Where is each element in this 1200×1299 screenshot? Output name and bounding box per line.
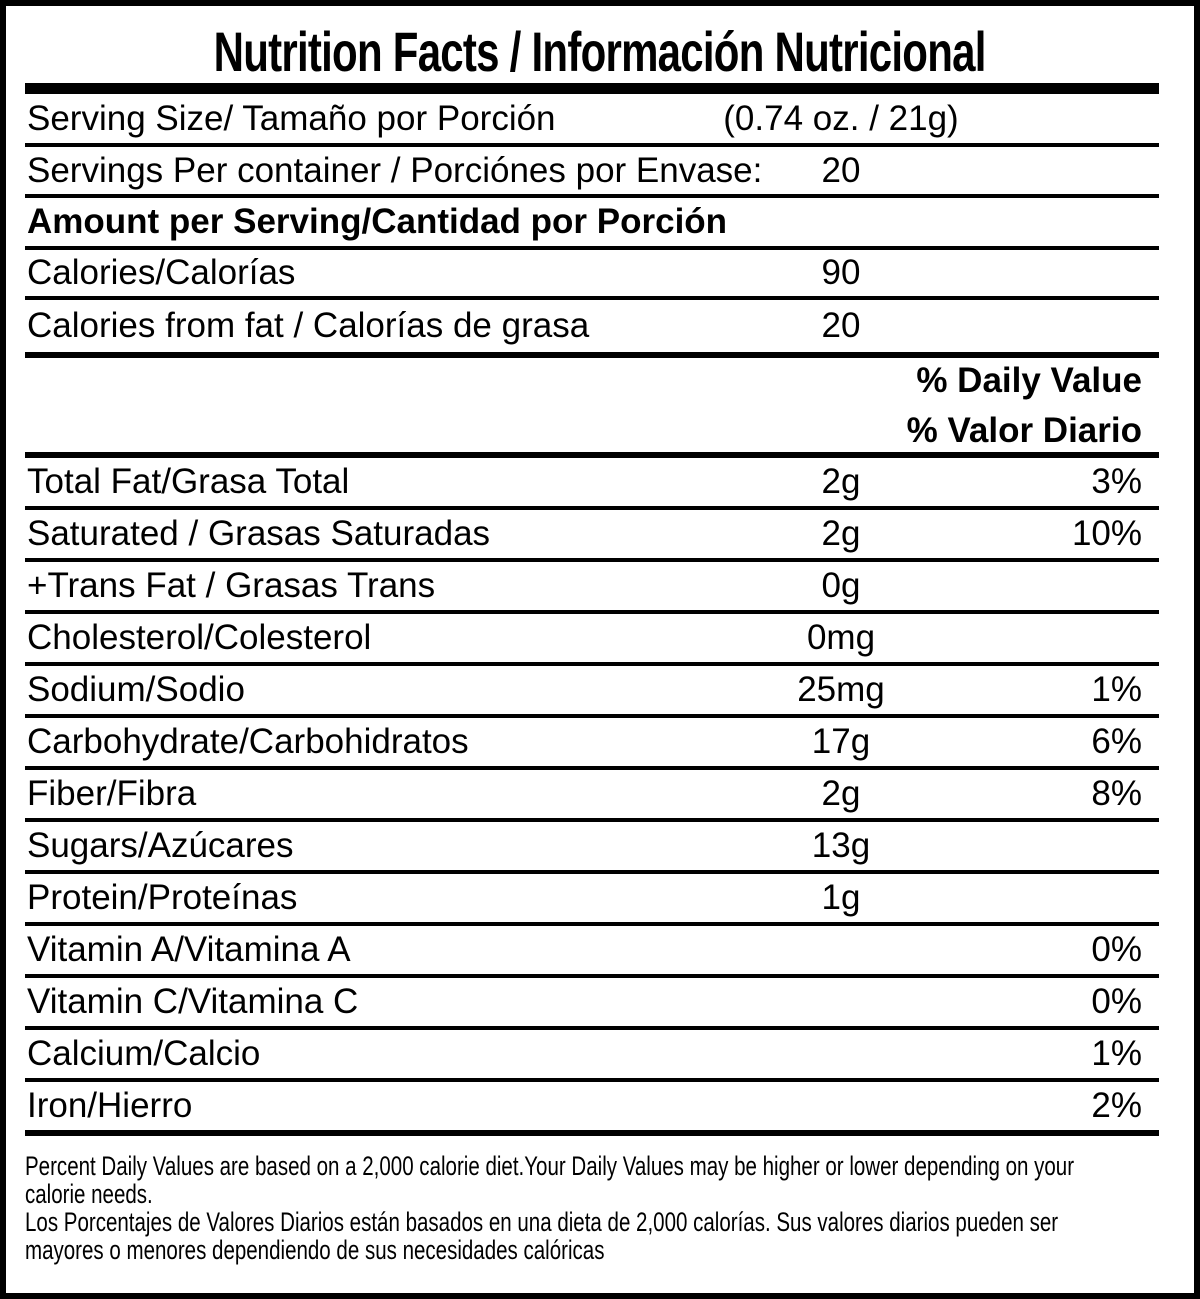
nutrient-amount: 13g <box>811 826 871 865</box>
amount-per-serving-header <box>25 198 1159 250</box>
nutrient-row-calcium <box>25 1030 1159 1082</box>
nutrient-daily-value: 6% <box>1091 722 1142 761</box>
nutrient-row-sodium <box>25 666 1159 718</box>
servings-per-container-value: 20 <box>821 150 861 190</box>
nutrient-label: Vitamin A/Vitamina A <box>27 930 351 969</box>
nutrient-label: +Trans Fat / Grasas Trans <box>27 566 436 605</box>
footnote-line: mayores o menores dependiendo de sus necesidades calóricas <box>25 1235 605 1265</box>
nutrient-row-iron <box>25 1082 1159 1136</box>
calories-from-fat-label: Calories from fat / Calorías de grasa <box>27 306 590 345</box>
nutrient-daily-value: 1% <box>1091 670 1142 709</box>
page-title: Nutrition Facts / Información Nutricional <box>214 20 986 83</box>
footnote <box>25 1136 1159 1264</box>
nutrient-row-total-fat <box>25 458 1159 510</box>
nutrient-amount: 0mg <box>806 618 876 657</box>
nutrient-label: Sodium/Sodio <box>27 670 245 709</box>
label-header <box>6 6 1194 83</box>
nutrient-row-sugars <box>25 822 1159 874</box>
calories-row <box>25 250 1159 300</box>
nutrient-label: Vitamin C/Vitamina C <box>27 982 359 1021</box>
nutrient-amount: 17g <box>811 722 871 761</box>
calories-from-fat-row <box>25 300 1159 358</box>
nutrient-amount: 1g <box>821 878 861 917</box>
nutrient-label: Sugars/Azúcares <box>27 826 294 865</box>
title-divider-bar <box>25 83 1159 94</box>
nutrient-daily-value: 8% <box>1091 774 1142 813</box>
nutrient-label: Calcium/Calcio <box>27 1034 261 1073</box>
nutrient-amount: 2g <box>821 462 861 501</box>
nutrient-label: Saturated / Grasas Saturadas <box>27 514 491 553</box>
nutrient-row-saturated-fat <box>25 510 1159 562</box>
daily-value-header-en: % Daily Value <box>916 361 1142 400</box>
serving-size-label: Serving Size/ Tamaño por Porción <box>27 98 556 138</box>
nutrient-label: Fiber/Fibra <box>27 774 197 813</box>
calories-label: Calories/Calorías <box>27 253 296 292</box>
nutrient-daily-value: 0% <box>1091 930 1142 969</box>
calories-value: 90 <box>821 253 861 292</box>
calories-from-fat-value: 20 <box>821 306 861 345</box>
serving-size-row <box>25 94 1159 147</box>
nutrient-row-trans-fat <box>25 562 1159 614</box>
label-body <box>25 94 1159 1264</box>
nutrient-row-cholesterol <box>25 614 1159 666</box>
nutrient-row-vitamin-c <box>25 978 1159 1030</box>
nutrient-label: Protein/Proteínas <box>27 878 298 917</box>
footnote-line: Percent Daily Values are based on a 2,000 calorie diet.Your Daily Values may be higher or lower depending on your <box>25 1151 1075 1181</box>
servings-per-container-row <box>25 147 1159 198</box>
nutrient-row-protein <box>25 874 1159 926</box>
nutrient-daily-value: 0% <box>1091 982 1142 1021</box>
daily-value-header-es: % Valor Diario <box>906 411 1142 450</box>
nutrient-daily-value: 10% <box>1071 514 1142 553</box>
nutrient-daily-value: 1% <box>1091 1034 1142 1073</box>
serving-size-value: (0.74 oz. / 21g) <box>723 98 959 138</box>
daily-value-header <box>25 358 1159 458</box>
footnote-line: calorie needs. <box>25 1179 153 1209</box>
nutrient-amount: 2g <box>821 514 861 553</box>
nutrient-daily-value: 3% <box>1091 462 1142 501</box>
nutrient-label: Total Fat/Grasa Total <box>27 462 350 501</box>
nutrient-row-fiber <box>25 770 1159 822</box>
nutrient-amount: 0g <box>821 566 861 605</box>
nutrient-amount: 25mg <box>797 670 885 709</box>
nutrient-daily-value: 2% <box>1091 1086 1142 1125</box>
nutrient-row-carbohydrate <box>25 718 1159 770</box>
amount-per-serving-label: Amount per Serving/Cantidad por Porción <box>27 202 728 241</box>
servings-per-container-label: Servings Per container / Porciónes por Envase: <box>27 150 763 190</box>
nutrient-row-vitamin-a <box>25 926 1159 978</box>
nutrient-label: Iron/Hierro <box>27 1086 193 1125</box>
nutrient-amount: 2g <box>821 774 861 813</box>
nutrient-label: Cholesterol/Colesterol <box>27 618 372 657</box>
footnote-line: Los Porcentajes de Valores Diarios están basados en una dieta de 2,000 calorías. Sus valores diarios pueden ser <box>25 1207 1059 1237</box>
nutrient-label: Carbohydrate/Carbohidratos <box>27 722 469 761</box>
